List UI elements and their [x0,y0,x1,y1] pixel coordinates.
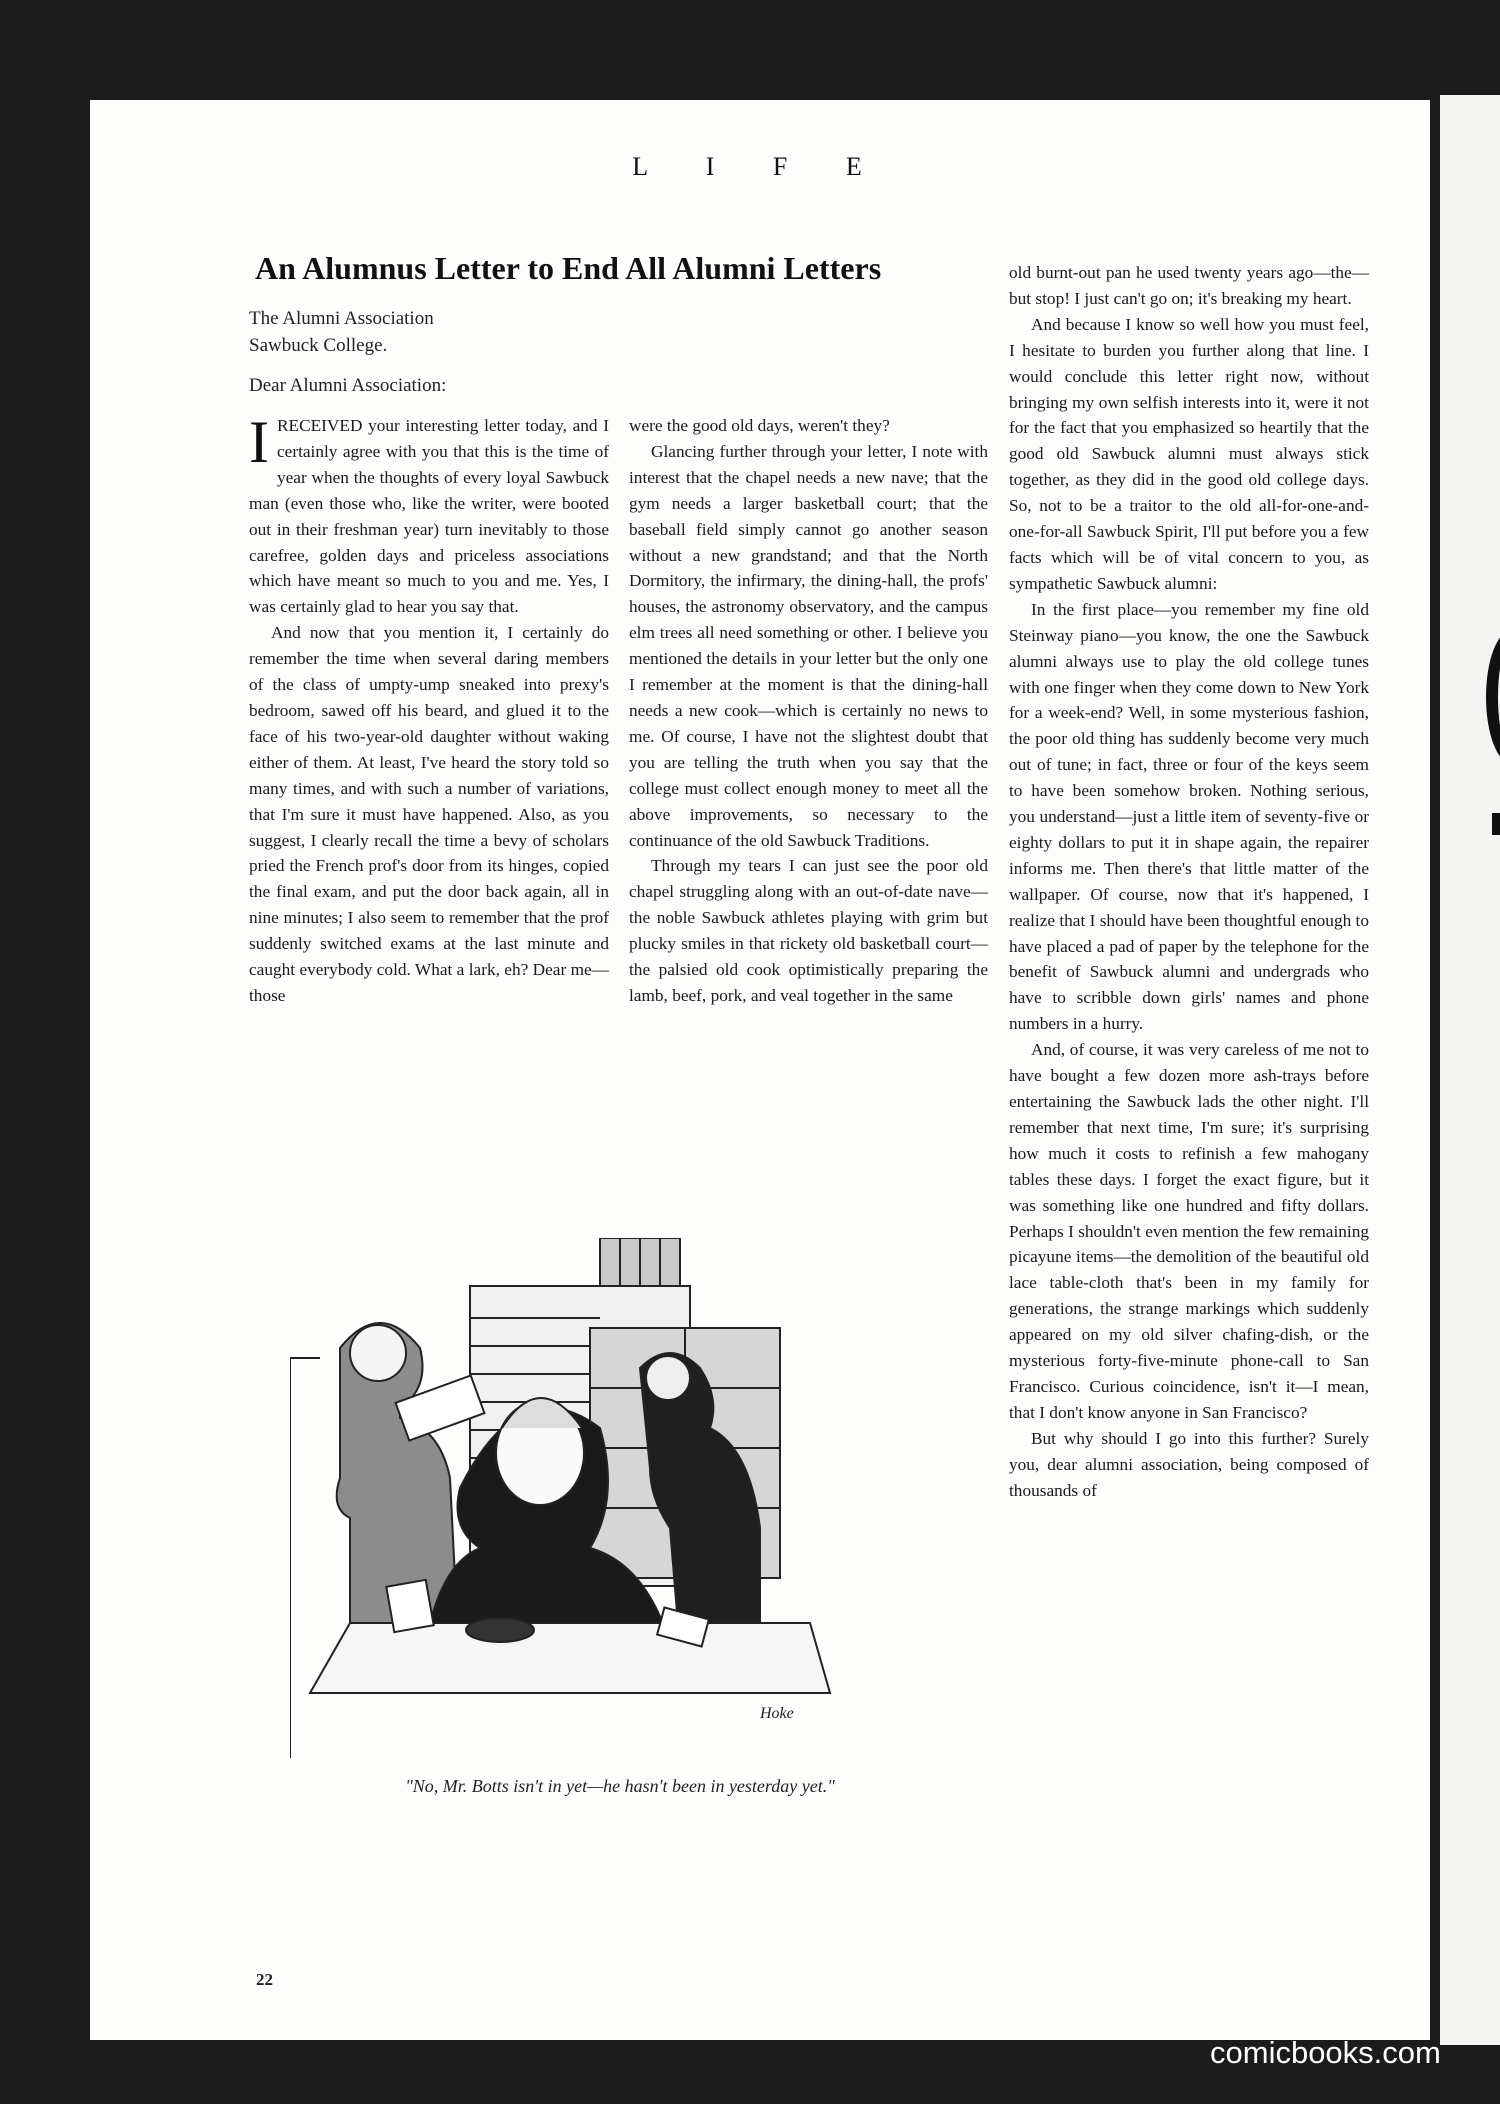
watermark: comicbooks.com [1210,2035,1441,2070]
paragraph: were the good old days, weren't they? [629,416,890,435]
text-column-1 [249,409,609,1009]
cartoon-illustration [290,1238,890,1758]
magazine-page [90,100,1430,2040]
letter-address [249,305,649,359]
paragraph: And, of course, it was very careless of me not to have bought a few dozen more ash-trays before entertaining the Sawbuck lads the other night. I'll remember that next time, I'm sure; it's surprising how much it costs to refinish a few mahogany tables these days. I forget the exact figure, but it was something like one hundred and fifty dollars. Perhaps I shouldn't even mention the few remaining picayune items—the demolition of the beautiful old lace table-cloth that's been in my family for generations, the strange markings which suddenly appeared on my old silver chafing-dish, or the mysterious forty-five-minute phone-call to San Francisco. Curious coincidence, isn't it—I mean, that I don't know anyone in San Francisco? [1009,1040,1369,1422]
paragraph: But why should I go into this further? Surely you, dear alumni association, being composed of thousands of [1009,1428,1369,1500]
paragraph: old burnt-out pan he used twenty years ago—the—but stop! I just can't go on; it's breaking my heart. [1009,263,1369,308]
letter-salutation: Dear Alumni Association: [249,375,447,396]
address-line-2: Sawbuck College. [249,335,388,356]
decorative-mark [1492,813,1500,835]
artist-signature: Hoke [760,1705,794,1722]
paragraph: And now that you mention it, I certainly do remember the time when several daring members of the class of umpty-ump sneaked into prexy's bedroom, sawed off his beard, and glued it to the face of his two-year-old daughter without waking either of them. At least, I've heard the story told so many times, and with such a number of variations, that I'm sure it must have happened. Also, as you suggest, I clearly recall the time a bevy of scholars pried the French prof's door from its hinges, copied the final exam, and put the door back again, all in nine minutes; I also seem to remember that the prof suddenly switched exams at the last minute and caught everybody cold. What a lark, eh? Dear me—those [249,623,609,1005]
article-title: An Alumnus Letter to End All Alumni Letters [255,250,882,286]
paragraph: Glancing further through your letter, I note with interest that the chapel needs a new nave; that the gym needs a larger basketball court; that the baseball field simply cannot go another season without a new grandstand; and that the North Dormitory, the infirmary, the dining-hall, the profs' houses, the astronomy observatory, and the campus elm trees all need something or other. I believe you mentioned the details in your letter but the only one I remember at the moment is that the dining-hall needs a new cook—which is certainly no news to me. Of course, I have not the slightest doubt that you are telling the truth when you say that the college must collect enough money to meet all the above improvements, so necessary to the continuance of the old Sawbuck Traditions. [629,441,988,850]
text-column-2 [629,413,988,1009]
drop-cap: I [249,409,269,475]
magazine-header: L I F E [632,152,888,181]
address-line-1: The Alumni Association [249,308,434,329]
adjacent-page-edge [1440,95,1500,2045]
paragraph: And because I know so well how you must feel, I hesitate to burden you further along that line. I would conclude this letter right now, without bringing my own selfish interests into it, were it not for the fact that you emphasized so heartily that the good old Sawbuck alumni must always stick together, as they did in the good old college days. So, not to be a traitor to the old all-for-one-and-one-for-all Sawbuck Spirit, I'll put before you a few facts which will be of vital concern to you, as sympathetic Sawbuck alumni: [1009,314,1369,593]
cartoon-caption: "No, Mr. Botts isn't in yet—he hasn't been in yesterday yet." [405,1776,835,1796]
paragraph: Through my tears I can just see the poor old chapel struggling along with an out-of-date nave—the noble Sawbuck athletes playing with grim but plucky smiles in that rickety old basketball court—the palsied old cook optimistically preparing the lamb, beef, pork, and veal together in the same [629,856,988,1005]
paragraph-text: RECEIVED your interesting letter today, and I certainly agree with you that this is the time of year when the thoughts of every loyal Sawbuck man (even those who, like the writer, were booted out in their freshman year) turn inevitably to those carefree, golden days and priceless associations which have meant so much to you and me. Yes, I was certainly glad to hear you say that. [249,416,609,617]
page-number: 22 [256,1970,273,1989]
paragraph [249,409,609,620]
decorative-arc [1486,630,1500,764]
text-column-3 [1009,260,1369,1504]
paragraph: In the first place—you remember my fine old Steinway piano—you know, the one the Sawbuck alumni always use to play the old college tunes with one finger when they come down to New York for a week-end? Well, in some mysterious fashion, the poor old thing has suddenly become very much out of tune; in fact, three or four of the keys seem to have been somehow broken. Nothing serious, you understand—just a little item of seventy-five or eighty dollars to put it in shape again, the repairer informs me. Then there's that little matter of the wallpaper. Of course, now that it's happened, I realize that I should have been thoughtful enough to have placed a pad of paper by the telephone for the benefit of Sawbuck alumni and undergrads who have to scribble down girls' names and phone numbers in a hurry. [1009,599,1369,1034]
